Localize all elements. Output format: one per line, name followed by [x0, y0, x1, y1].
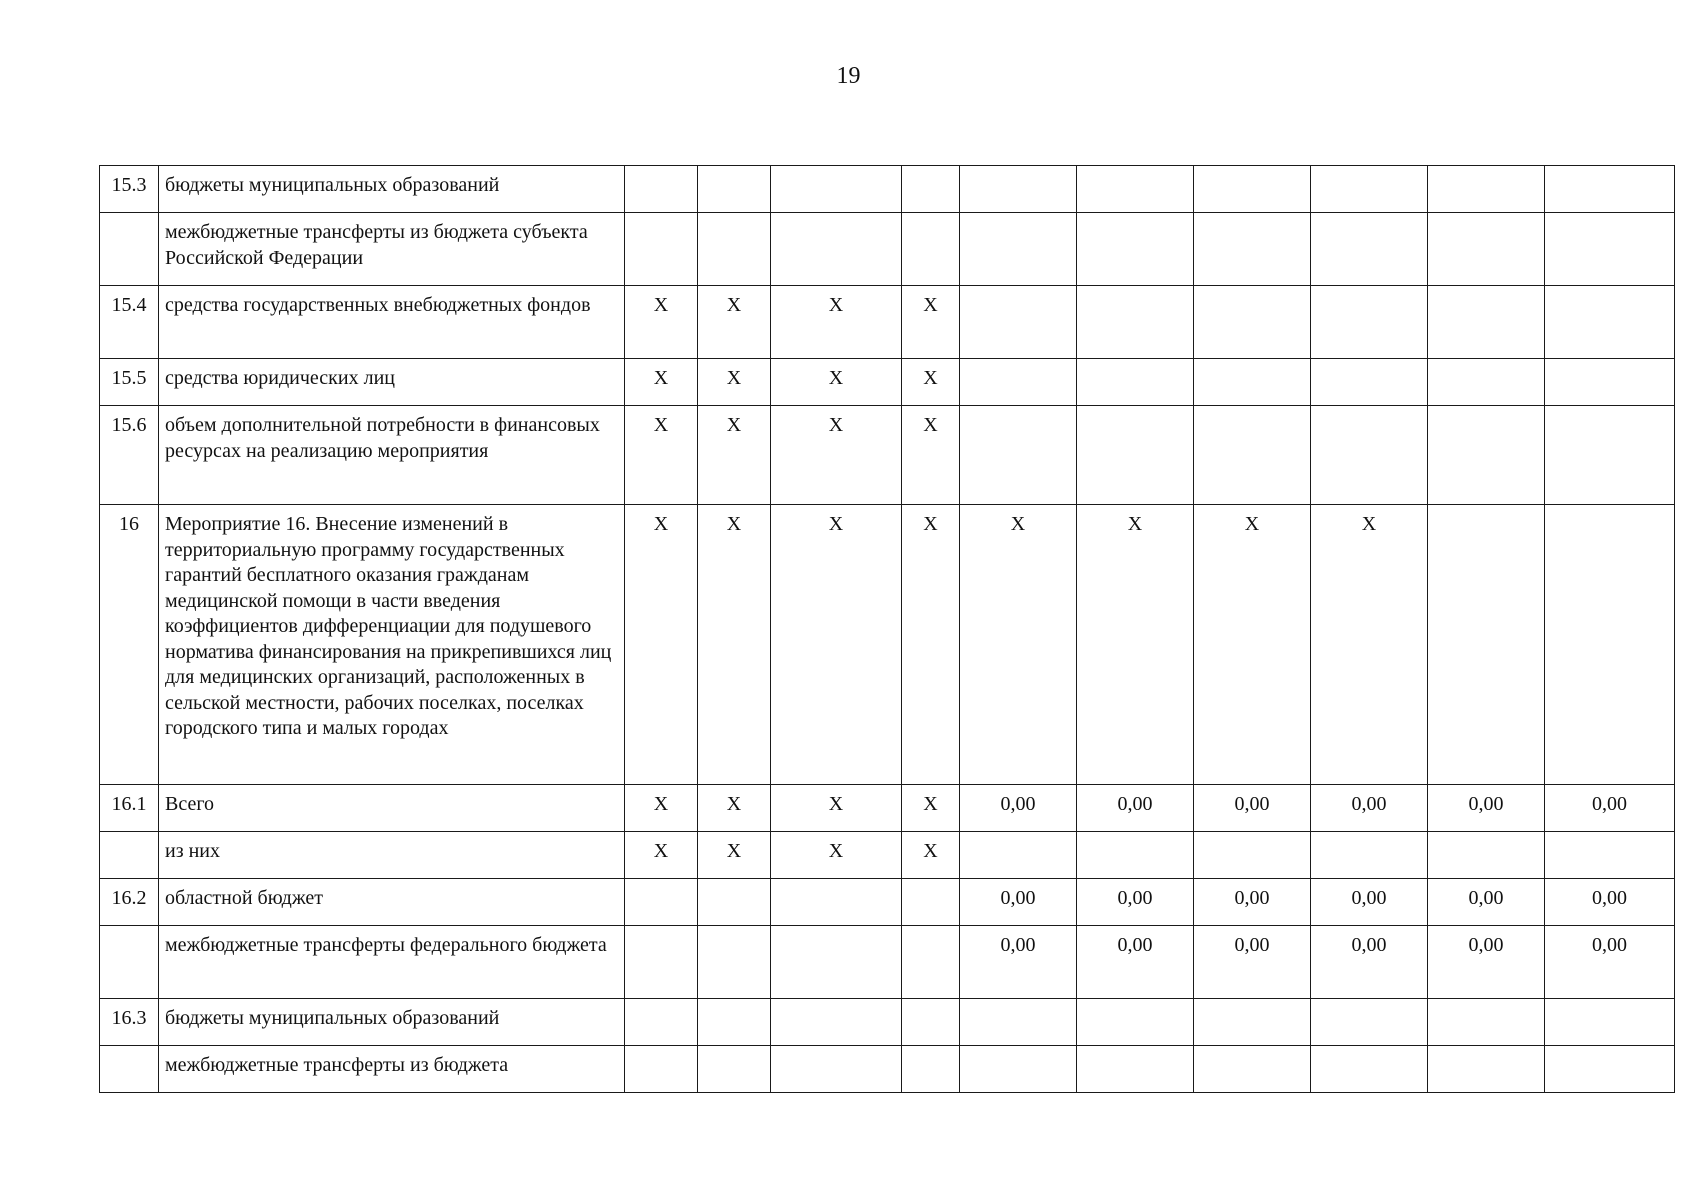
- marker-cell: Х: [698, 406, 771, 505]
- value-cell: [1194, 213, 1311, 286]
- marker-cell: [902, 926, 960, 999]
- value-cell: [1428, 999, 1545, 1046]
- marker-cell: [902, 879, 960, 926]
- marker-cell: Х: [771, 832, 902, 879]
- value-cell: Х: [1077, 505, 1194, 785]
- marker-cell: Х: [902, 359, 960, 406]
- row-number-cell: [100, 926, 159, 999]
- value-cell: [960, 832, 1077, 879]
- value-cell: [1545, 999, 1675, 1046]
- value-cell: [1428, 213, 1545, 286]
- row-name-cell: Всего: [159, 785, 625, 832]
- marker-cell: Х: [771, 359, 902, 406]
- marker-cell: Х: [698, 832, 771, 879]
- row-name-cell: объем дополнительной потребности в финансовых ресурсах на реализацию мероприятия: [159, 406, 625, 505]
- value-cell: Х: [960, 505, 1077, 785]
- value-cell: [1077, 213, 1194, 286]
- marker-cell: [625, 879, 698, 926]
- value-cell: [1428, 832, 1545, 879]
- value-cell: 0,00: [960, 879, 1077, 926]
- value-cell: [1428, 286, 1545, 359]
- row-name-cell: областной бюджет: [159, 879, 625, 926]
- marker-cell: Х: [625, 505, 698, 785]
- marker-cell: Х: [902, 286, 960, 359]
- marker-cell: [902, 213, 960, 286]
- value-cell: [1311, 999, 1428, 1046]
- table-row: [100, 166, 1675, 213]
- value-cell: 0,00: [1194, 879, 1311, 926]
- value-cell: 0,00: [960, 926, 1077, 999]
- value-cell: [1545, 213, 1675, 286]
- marker-cell: Х: [902, 785, 960, 832]
- row-name-cell: бюджеты муниципальных образований: [159, 166, 625, 213]
- value-cell: [1311, 406, 1428, 505]
- value-cell: [1311, 286, 1428, 359]
- marker-cell: [698, 213, 771, 286]
- row-name-cell: из них: [159, 832, 625, 879]
- marker-cell: Х: [698, 785, 771, 832]
- row-name-cell: Мероприятие 16. Внесение изменений в территориальную программу государственных гарантий бесплатного оказания гражданам медицинской помощи в части введения коэффициентов дифференциации для подушевого норматива финансирования на прикрепившихся лиц для медицинских организаций, расположенных в сельской местности, рабочих поселках, поселках городского типа и малых городах: [159, 505, 625, 785]
- row-number-cell: 16.3: [100, 999, 159, 1046]
- table-row: [100, 832, 1675, 879]
- value-cell: [1311, 166, 1428, 213]
- marker-cell: [902, 999, 960, 1046]
- row-number-cell: 16: [100, 505, 159, 785]
- marker-cell: [625, 166, 698, 213]
- marker-cell: Х: [771, 286, 902, 359]
- value-cell: [1194, 359, 1311, 406]
- marker-cell: [698, 879, 771, 926]
- value-cell: 0,00: [1311, 785, 1428, 832]
- value-cell: 0,00: [1194, 926, 1311, 999]
- value-cell: 0,00: [1194, 785, 1311, 832]
- value-cell: [960, 286, 1077, 359]
- table-row: [100, 785, 1675, 832]
- value-cell: [960, 1046, 1077, 1093]
- value-cell: [1311, 213, 1428, 286]
- value-cell: 0,00: [1077, 879, 1194, 926]
- value-cell: Х: [1194, 505, 1311, 785]
- value-cell: [1194, 286, 1311, 359]
- value-cell: 0,00: [1428, 926, 1545, 999]
- value-cell: [1194, 999, 1311, 1046]
- value-cell: [1545, 359, 1675, 406]
- row-number-cell: 16.2: [100, 879, 159, 926]
- marker-cell: [625, 926, 698, 999]
- marker-cell: [771, 166, 902, 213]
- marker-cell: Х: [625, 832, 698, 879]
- value-cell: 0,00: [1311, 926, 1428, 999]
- row-number-cell: 15.3: [100, 166, 159, 213]
- value-cell: [1077, 832, 1194, 879]
- marker-cell: [625, 1046, 698, 1093]
- value-cell: 0,00: [1077, 926, 1194, 999]
- value-cell: [1077, 999, 1194, 1046]
- table-row: [100, 406, 1675, 505]
- value-cell: [1428, 166, 1545, 213]
- value-cell: 0,00: [1428, 879, 1545, 926]
- table-row: [100, 359, 1675, 406]
- marker-cell: [625, 213, 698, 286]
- marker-cell: Х: [698, 286, 771, 359]
- value-cell: [1545, 286, 1675, 359]
- table-row: [100, 213, 1675, 286]
- value-cell: [1545, 166, 1675, 213]
- marker-cell: [698, 999, 771, 1046]
- row-name-cell: бюджеты муниципальных образований: [159, 999, 625, 1046]
- marker-cell: [771, 926, 902, 999]
- row-number-cell: [100, 1046, 159, 1093]
- value-cell: [960, 999, 1077, 1046]
- value-cell: 0,00: [1428, 785, 1545, 832]
- marker-cell: Х: [902, 406, 960, 505]
- marker-cell: [771, 1046, 902, 1093]
- value-cell: Х: [1311, 505, 1428, 785]
- value-cell: [960, 359, 1077, 406]
- row-name-cell: межбюджетные трансферты из бюджета: [159, 1046, 625, 1093]
- value-cell: [1428, 1046, 1545, 1093]
- value-cell: [1545, 505, 1675, 785]
- row-number-cell: 16.1: [100, 785, 159, 832]
- marker-cell: [625, 999, 698, 1046]
- table-row: [100, 926, 1675, 999]
- row-name-cell: средства юридических лиц: [159, 359, 625, 406]
- value-cell: [960, 213, 1077, 286]
- row-number-cell: 15.5: [100, 359, 159, 406]
- row-number-cell: [100, 832, 159, 879]
- marker-cell: Х: [902, 832, 960, 879]
- marker-cell: [902, 1046, 960, 1093]
- value-cell: 0,00: [960, 785, 1077, 832]
- marker-cell: [698, 1046, 771, 1093]
- marker-cell: [698, 926, 771, 999]
- marker-cell: [771, 879, 902, 926]
- table-row: [100, 286, 1675, 359]
- value-cell: [1311, 359, 1428, 406]
- value-cell: [1077, 166, 1194, 213]
- marker-cell: Х: [625, 406, 698, 505]
- value-cell: [1077, 286, 1194, 359]
- value-cell: [1194, 1046, 1311, 1093]
- table-body: [100, 166, 1675, 1093]
- value-cell: [1311, 1046, 1428, 1093]
- marker-cell: [771, 213, 902, 286]
- value-cell: [960, 166, 1077, 213]
- marker-cell: Х: [698, 359, 771, 406]
- marker-cell: [771, 999, 902, 1046]
- value-cell: [1311, 832, 1428, 879]
- row-number-cell: [100, 213, 159, 286]
- value-cell: [1194, 406, 1311, 505]
- value-cell: [1545, 1046, 1675, 1093]
- value-cell: 0,00: [1077, 785, 1194, 832]
- value-cell: 0,00: [1545, 785, 1675, 832]
- value-cell: [1428, 406, 1545, 505]
- marker-cell: [902, 166, 960, 213]
- value-cell: [1545, 406, 1675, 505]
- value-cell: [1077, 406, 1194, 505]
- value-cell: [1428, 359, 1545, 406]
- marker-cell: Х: [625, 359, 698, 406]
- marker-cell: Х: [771, 785, 902, 832]
- marker-cell: Х: [771, 505, 902, 785]
- marker-cell: Х: [625, 286, 698, 359]
- value-cell: 0,00: [1545, 879, 1675, 926]
- value-cell: [960, 406, 1077, 505]
- value-cell: [1194, 166, 1311, 213]
- table-row: [100, 879, 1675, 926]
- value-cell: [1428, 505, 1545, 785]
- value-cell: [1194, 832, 1311, 879]
- marker-cell: [698, 166, 771, 213]
- row-number-cell: 15.6: [100, 406, 159, 505]
- value-cell: [1077, 359, 1194, 406]
- row-name-cell: межбюджетные трансферты из бюджета субъекта Российской Федерации: [159, 213, 625, 286]
- row-name-cell: межбюджетные трансферты федерального бюджета: [159, 926, 625, 999]
- marker-cell: Х: [698, 505, 771, 785]
- table-row: [100, 1046, 1675, 1093]
- value-cell: [1077, 1046, 1194, 1093]
- row-name-cell: средства государственных внебюджетных фондов: [159, 286, 625, 359]
- marker-cell: Х: [902, 505, 960, 785]
- table-row: [100, 999, 1675, 1046]
- value-cell: [1545, 832, 1675, 879]
- marker-cell: Х: [625, 785, 698, 832]
- marker-cell: Х: [771, 406, 902, 505]
- table-row: [100, 505, 1675, 785]
- value-cell: 0,00: [1545, 926, 1675, 999]
- budget-table: [99, 165, 1675, 1093]
- page-number: 19: [836, 63, 861, 89]
- value-cell: 0,00: [1311, 879, 1428, 926]
- row-number-cell: 15.4: [100, 286, 159, 359]
